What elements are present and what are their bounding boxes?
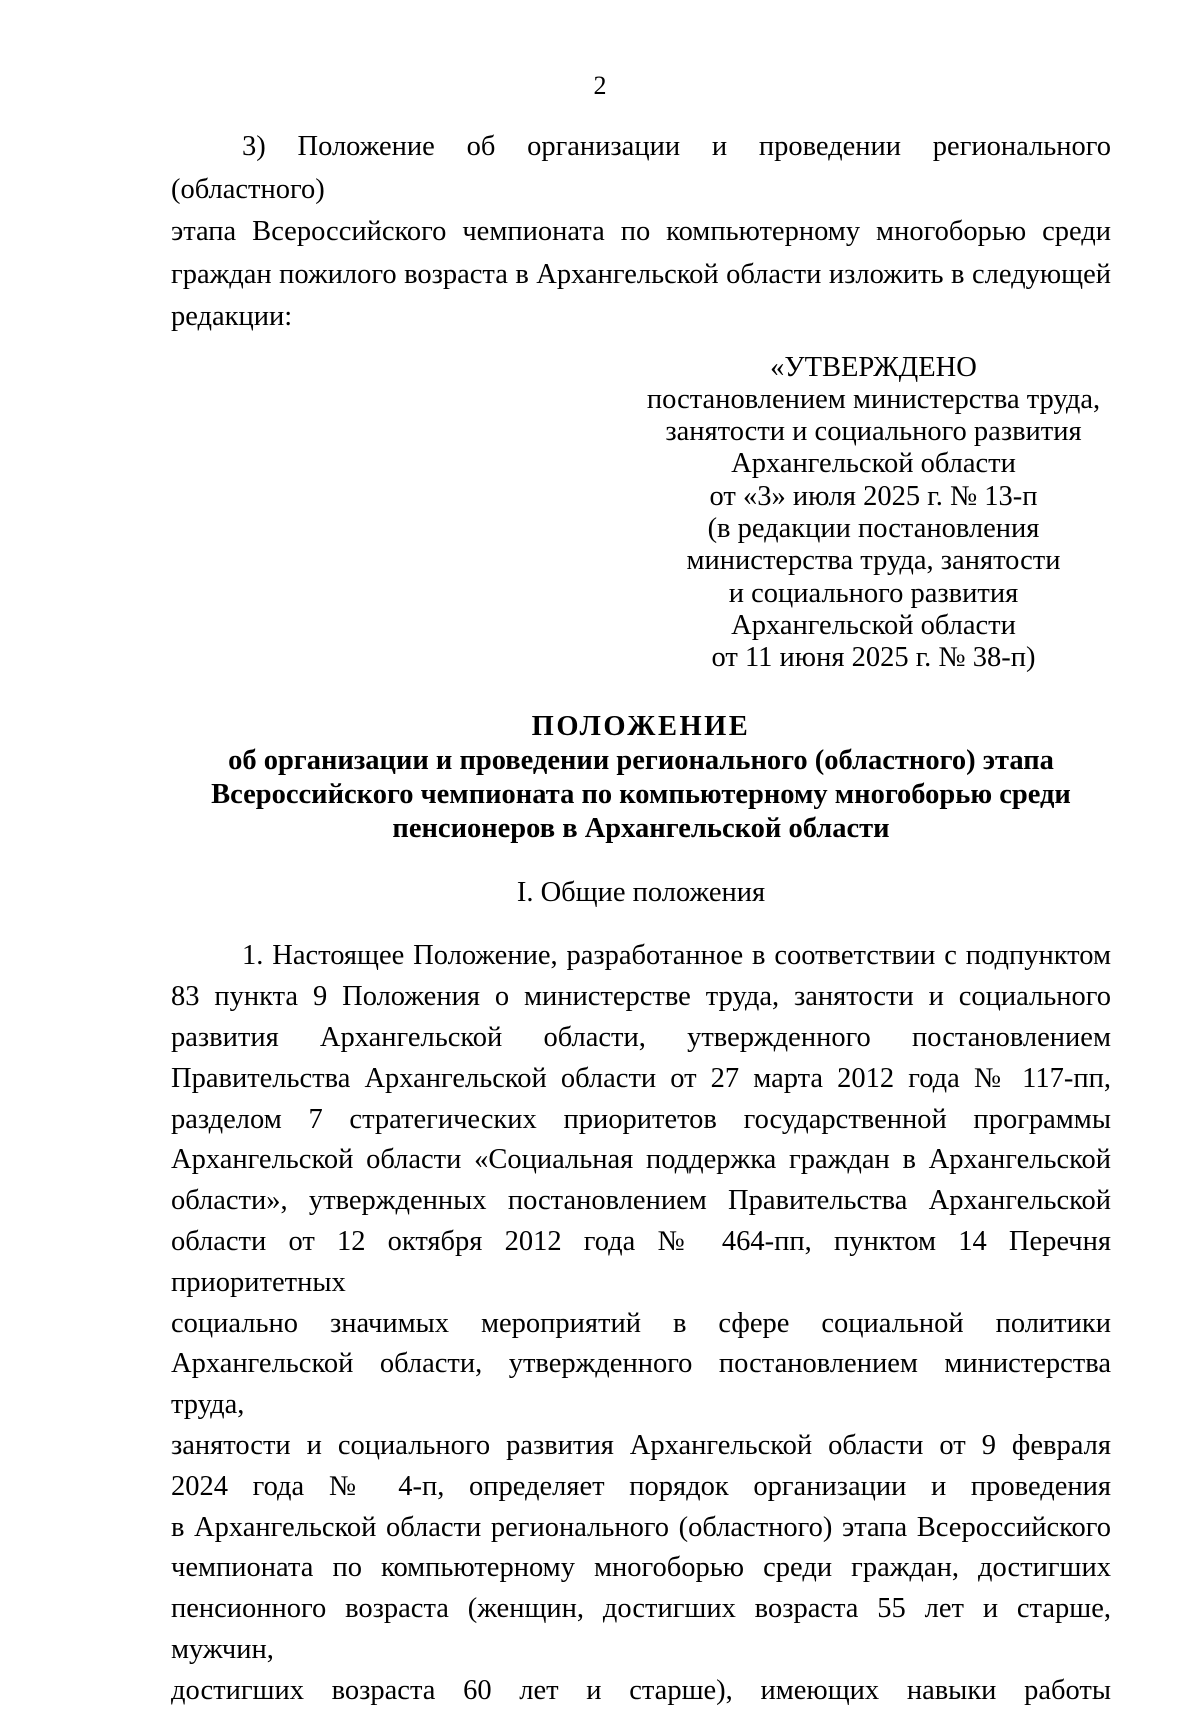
body-line: развития Архангельской области, утвержденного постановлением xyxy=(171,1022,1111,1054)
body-line: области от 12 октября 2012 года № 464-пп, пунктом 14 Перечня приоритетных xyxy=(171,1226,1111,1298)
body-line: Архангельской области, утвержденного постановлением министерства труда, xyxy=(171,1348,1111,1421)
subtitle-line: пенсионеров в Архангельской области xyxy=(392,813,890,845)
body-line: чемпионата по компьютерному многоборью среди граждан, достигших xyxy=(171,1552,1111,1584)
intro-line: этапа Всероссийского чемпионата по компьютерному многоборью среди xyxy=(171,216,1111,247)
body-line: социально значимых мероприятий в сфере социальной политики xyxy=(171,1307,1111,1339)
approval-stamp-block xyxy=(636,352,1111,675)
intro-line: граждан пожилого возраста в Архангельской области изложить в следующей xyxy=(171,258,1111,290)
intro-paragraph xyxy=(171,126,1111,339)
approval-line: занятости и социального развития xyxy=(665,416,1082,448)
approval-line: Архангельской области xyxy=(731,448,1016,480)
body-line: Архангельской области «Социальная поддержка граждан в Архангельской xyxy=(171,1144,1111,1176)
body-line: Правительства Архангельской области от 27 марта 2012 года № 117-пп, xyxy=(171,1062,1111,1094)
body-line: области», утвержденных постановлением Правительства Архангельской xyxy=(171,1185,1111,1217)
section-heading: I. Общие положения xyxy=(516,877,766,909)
approval-line: от «3» июля 2025 г. № 13-п xyxy=(709,480,1038,512)
body-line: в Архангельской области регионального (областного) этапа Всероссийского xyxy=(171,1511,1111,1543)
approval-line: «УТВЕРЖДЕНО xyxy=(770,351,977,383)
intro-line: 3) Положение об организации и проведении регионального (областного) xyxy=(171,131,1111,205)
body-line: занятости и социального развития Архангельской области от 9 февраля xyxy=(171,1430,1111,1462)
page-number: 2 xyxy=(593,71,607,100)
document-subtitle xyxy=(171,744,1111,846)
subtitle-line: об организации и проведении регионального (областного) этапа xyxy=(228,745,1054,777)
body-line: пенсионного возраста (женщин, достигших возраста 55 лет и старше, мужчин, xyxy=(171,1593,1111,1666)
approval-line: Архангельской области xyxy=(731,609,1016,641)
approval-line: постановлением министерства труда, xyxy=(646,383,1101,415)
body-line: 83 пункта 9 Положения о министерстве труда, занятости и социального xyxy=(171,981,1111,1013)
document-title: ПОЛОЖЕНИЕ xyxy=(531,711,751,743)
approval-line: от 11 июня 2025 г. № 38-п) xyxy=(711,642,1036,674)
body-line: 2024 года № 4-п, определяет порядок организации и проведения xyxy=(171,1470,1111,1502)
approval-line: и социального развития xyxy=(728,577,1019,609)
document-content xyxy=(171,126,1111,1712)
subtitle-line: Всероссийского чемпионата по компьютерному многоборью среди xyxy=(211,779,1071,811)
approval-line: (в редакции постановления xyxy=(707,512,1040,544)
intro-line: редакции: xyxy=(171,301,293,332)
body-line: 1. Настоящее Положение, разработанное в соответствии с подпунктом xyxy=(242,940,1111,972)
body-paragraph xyxy=(171,936,1111,1711)
body-line: достигших возраста 60 лет и старше), имеющих навыки работы xyxy=(171,1674,1111,1706)
body-line: разделом 7 стратегических приоритетов государственной программы xyxy=(171,1103,1111,1135)
approval-line: министерства труда, занятости xyxy=(686,545,1061,577)
